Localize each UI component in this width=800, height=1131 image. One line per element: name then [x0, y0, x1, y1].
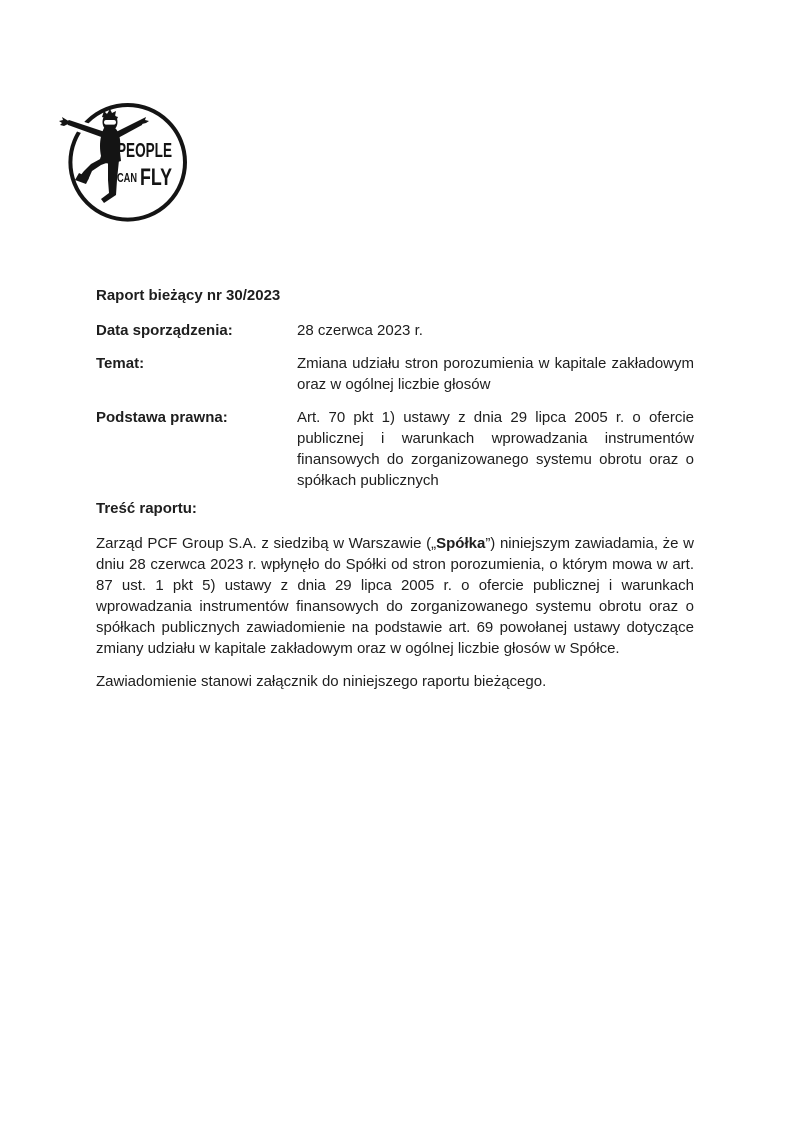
people-can-fly-logo — [56, 94, 202, 226]
paragraph-text-after-bold: ”) niniejszym zawiadamia, że w dniu 28 czerwca 2023 r. wpłynęło do Spółki od stron porozumienia, o którym mowa w art. 87 ust. 1 pkt 5) ustawy z dnia 29 lipca 2005 r. o ofercie publicznej i warunkach wprowadzania instrumentów finansowych do zorganizowanego systemu obrotu oraz o spółkach publicznych zawiadomienie na podstawie art. 69 powołanej ustawy dotyczące zmiany udziału w kapitale zakładowym oraz w ogólnej liczbie głosów w Spółce. — [96, 535, 694, 657]
field-row-data-sporzadzenia — [96, 320, 694, 341]
field-value-data-sporzadzenia: 28 czerwca 2023 r. — [297, 322, 423, 339]
logo-word-people: PEOPLE — [117, 140, 172, 162]
paragraph-bold-spolka: Spółka — [436, 535, 486, 552]
report-content-heading: Treść raportu: — [96, 500, 197, 517]
report-paragraph-attachment: Zawiadomienie stanowi załącznik do niniejszego raportu bieżącego. — [96, 673, 547, 690]
logo-circle — [70, 105, 185, 220]
report-content — [96, 285, 694, 704]
field-label-data-sporzadzenia: Data sporządzenia: — [96, 322, 233, 339]
field-value-temat: Zmiana udziału stron porozumienia w kapitale zakładowym oraz w ogólnej liczbie głosów — [297, 355, 694, 393]
field-value-podstawa-prawna: Art. 70 pkt 1) ustawy z dnia 29 lipca 2005 r. o ofercie publicznej i warunkach wprowadzania instrumentów finansowych do zorganizowanego systemu obrotu oraz o spółkach publicznych — [297, 409, 694, 489]
field-row-temat — [96, 353, 694, 395]
people-can-fly-logo-graphic — [56, 94, 202, 226]
field-label-podstawa-prawna: Podstawa prawna: — [96, 409, 228, 426]
field-row-podstawa-prawna — [96, 407, 694, 491]
skydiver-goggles — [104, 120, 116, 125]
logo-wordmark — [117, 140, 172, 191]
paragraph-text-before-bold: Zarząd PCF Group S.A. z siedzibą w Warszawie („ — [96, 535, 437, 552]
field-label-temat: Temat: — [96, 355, 145, 372]
logo-word-can: CAN — [117, 171, 137, 185]
report-title: Raport bieżący nr 30/2023 — [96, 287, 281, 304]
report-paragraph-main — [96, 533, 694, 659]
logo-word-fly: FLY — [140, 164, 172, 191]
